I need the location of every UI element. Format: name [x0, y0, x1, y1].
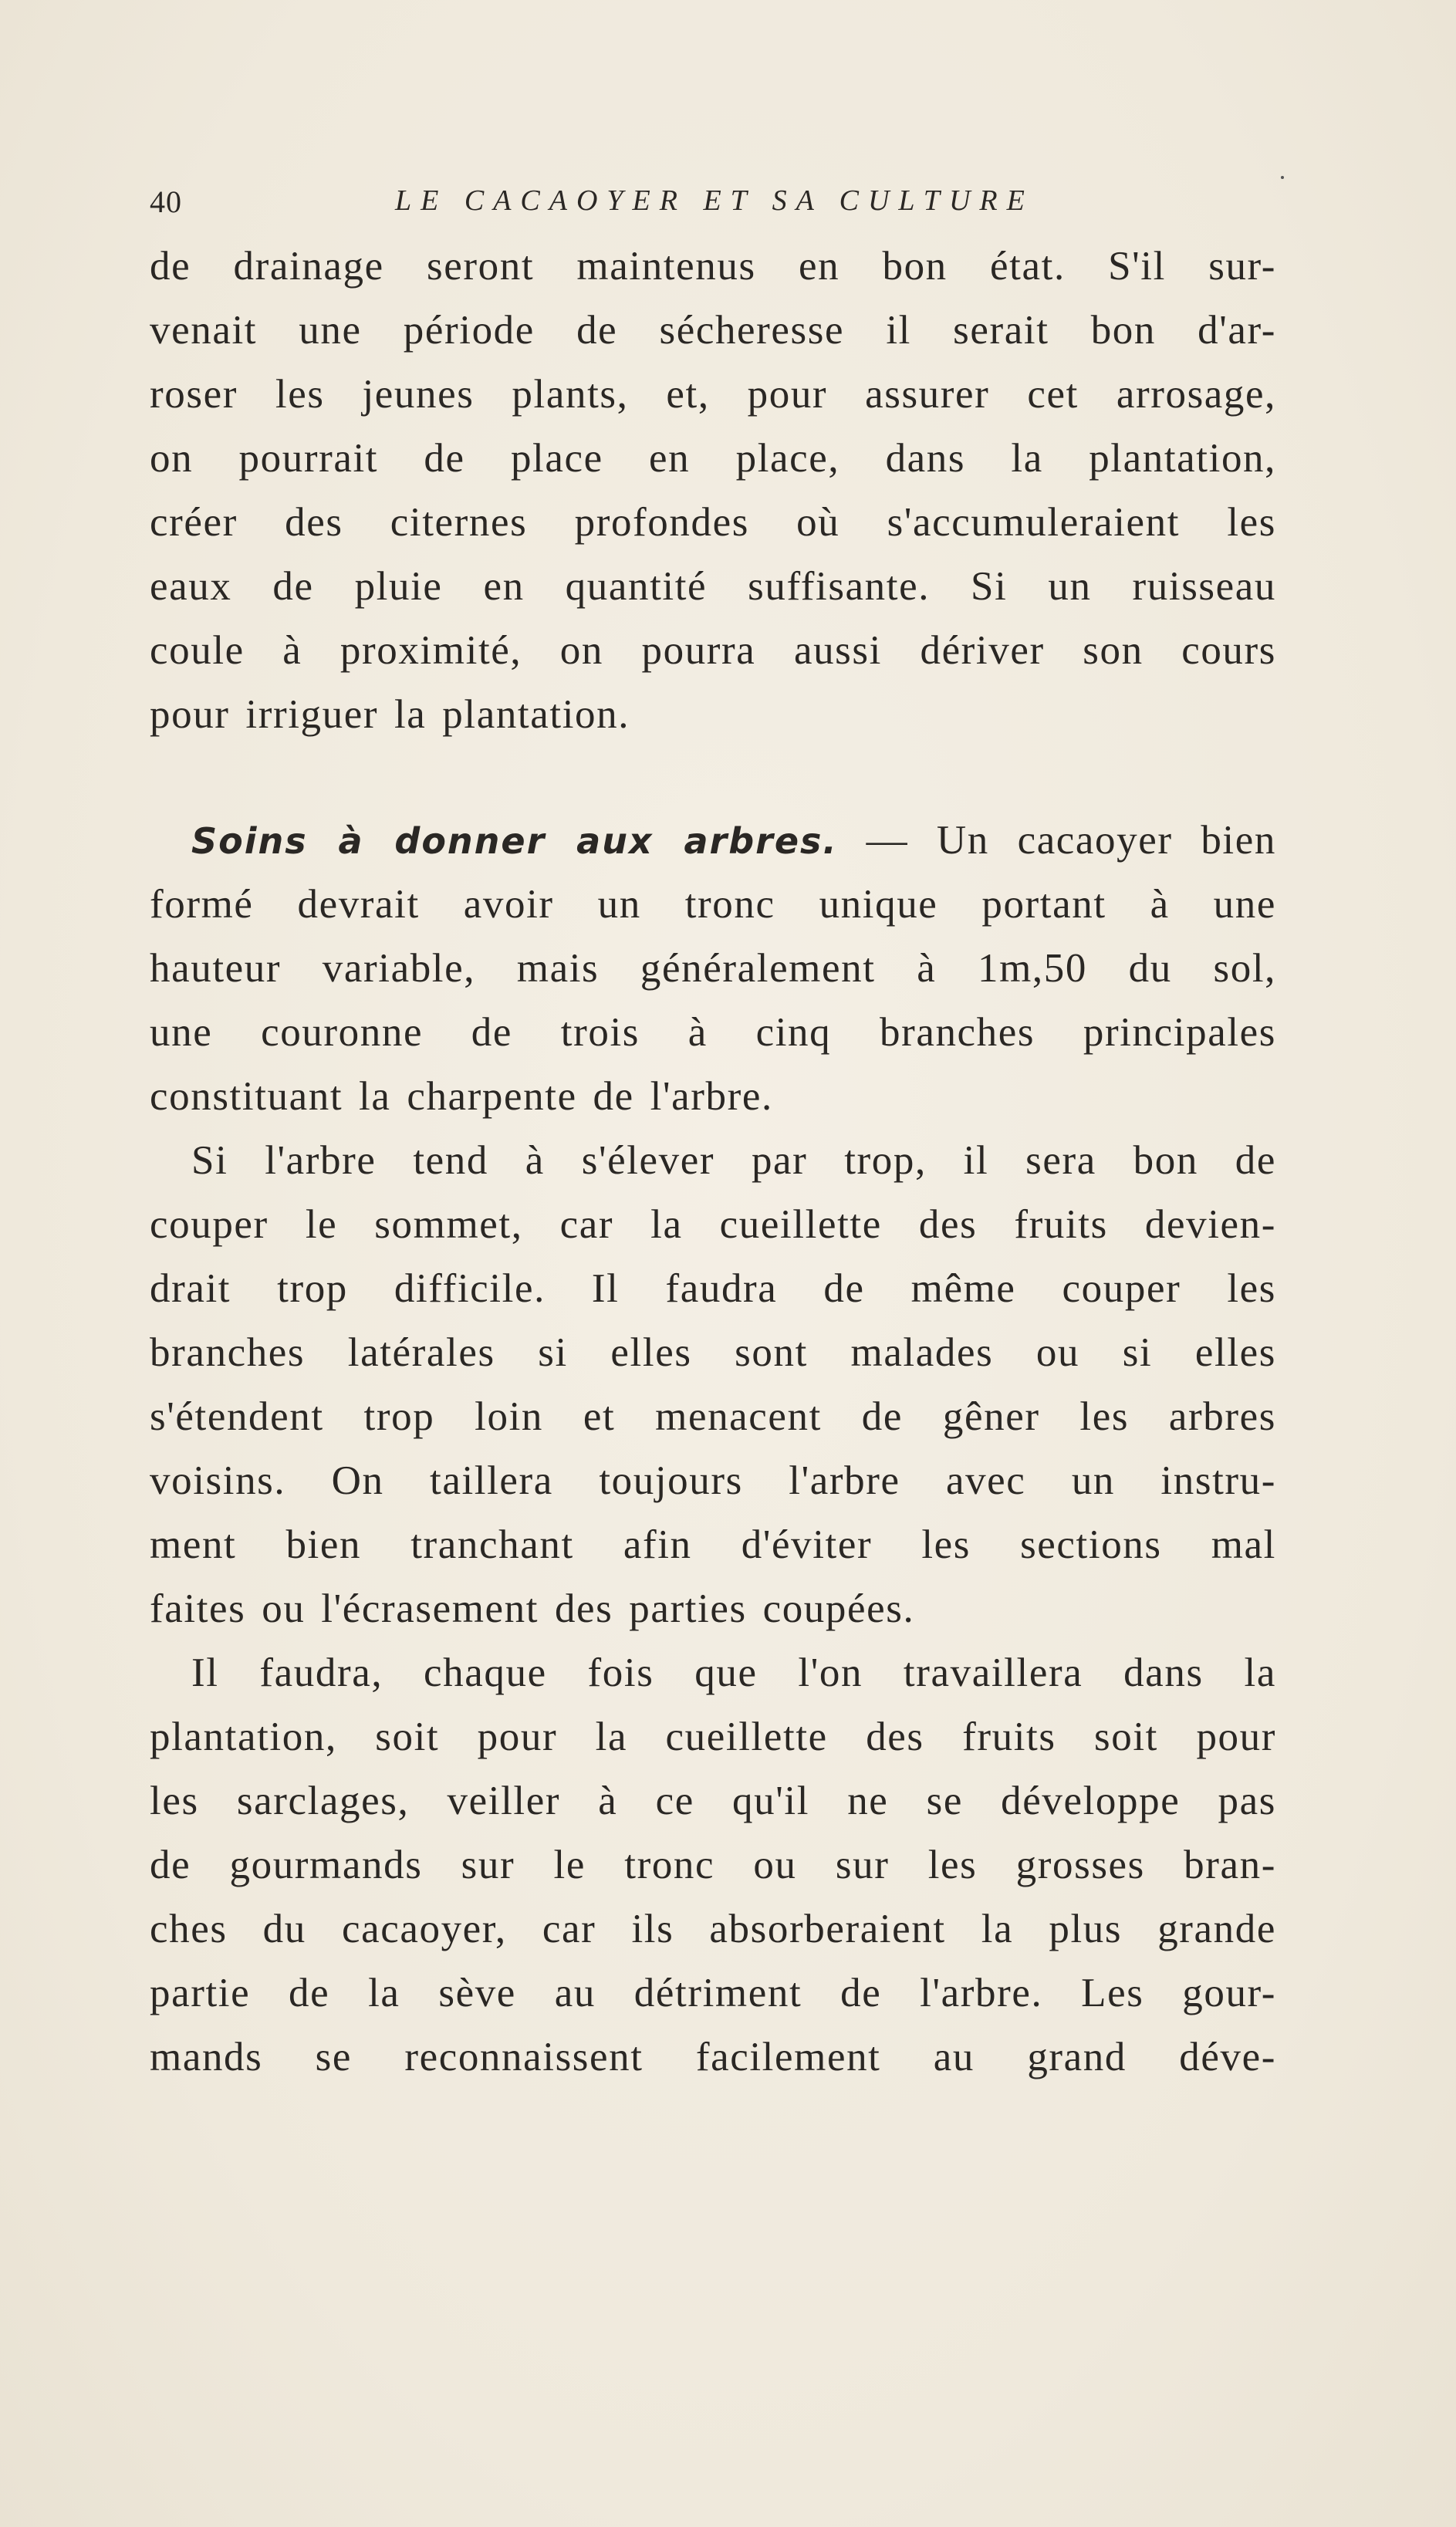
section-heading-line [150, 809, 1276, 873]
text-line: eaux de pluie en quantité suffisante. Si un ruisseau [150, 564, 1276, 609]
text-line: mands se reconnaissent facilement au grand déve- [150, 2035, 1276, 2079]
text-line: branches latérales si elles sont malades ou si elles [150, 1330, 1276, 1375]
text-line: partie de la sève au détriment de l'arbre. Les gour- [150, 1971, 1276, 2015]
text-line: créer des citernes profondes où s'accumuleraient les [150, 500, 1276, 545]
text-line: Il faudra, chaque fois que l'on travaillera dans la [191, 1650, 1276, 1695]
section-heading: Soins à donner aux arbres. [191, 820, 838, 862]
text-line: on pourrait de place en place, dans la plantation, [150, 436, 1276, 481]
text-line-rest: — Un cacaoyer bien [837, 818, 1276, 863]
text-line: coule à proximité, on pourra aussi dériver son cours [150, 628, 1276, 673]
text-line: de drainage seront maintenus en bon état. S'il sur- [150, 244, 1276, 289]
text-line: pour irriguer la plantation. [150, 692, 630, 737]
text-line: s'étendent trop loin et menacent de gêner les arbres [150, 1394, 1276, 1439]
text-line: plantation, soit pour la cueillette des fruits soit pour [150, 1715, 1276, 1759]
text-line: drait trop difficile. Il faudra de même couper les [150, 1266, 1276, 1311]
text-line: ches du cacaoyer, car ils absorberaient la plus grande [150, 1907, 1276, 1951]
text-line: hauteur variable, mais généralement à 1m,50 du sol, [150, 946, 1276, 991]
text-line: ment bien tranchant afin d'éviter les sections mal [150, 1522, 1276, 1567]
text-line: voisins. On taillera toujours l'arbre avec un instru- [150, 1458, 1276, 1503]
text-line: faites ou l'écrasement des parties coupées. [150, 1586, 915, 1631]
text-line: de gourmands sur le tronc ou sur les grosses bran- [150, 1843, 1276, 1887]
text-line: une couronne de trois à cinq branches principales [150, 1010, 1276, 1055]
running-title: LE CACAOYER ET SA CULTURE [395, 184, 1034, 217]
text-line: les sarclages, veiller à ce qu'il ne se développe pas [150, 1779, 1276, 1823]
page-header [150, 184, 1276, 230]
text-line: venait une période de sécheresse il serait bon d'ar- [150, 308, 1276, 353]
text-line: couper le sommet, car la cueillette des fruits devien- [150, 1202, 1276, 1247]
body-text [150, 235, 1276, 2090]
text-line: roser les jeunes plants, et, pour assurer cet arrosage, [150, 372, 1276, 417]
text-line: formé devrait avoir un tronc unique portant à une [150, 882, 1276, 927]
specks [1281, 176, 1284, 179]
text-line: constituant la charpente de l'arbre. [150, 1074, 773, 1119]
page-number: 40 [150, 184, 182, 219]
text-line: Si l'arbre tend à s'élever par trop, il sera bon de [191, 1138, 1276, 1183]
